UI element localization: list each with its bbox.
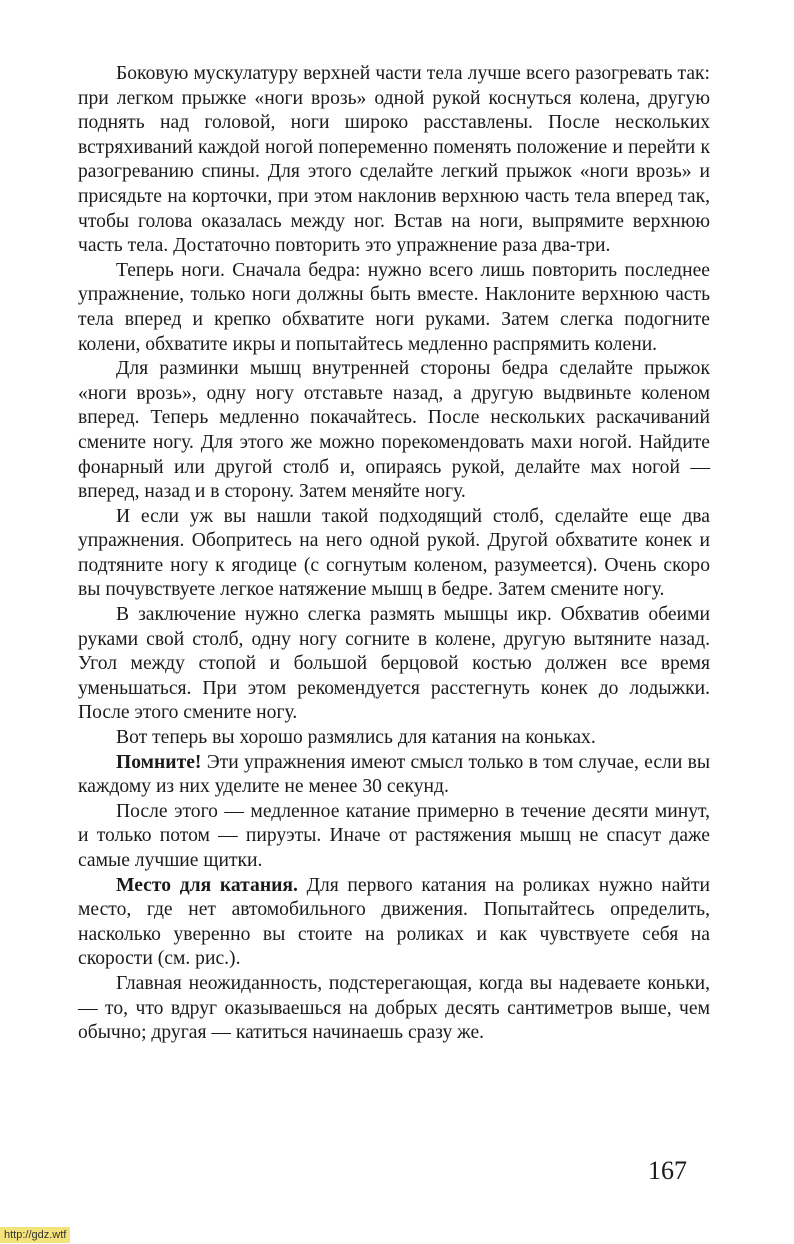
paragraph-text: Теперь ноги. Сначала бедра: нужно всего лишь повторить последнее упражнение, только ноги должны быть вместе. Наклоните верхнюю часть тела вперед и крепко обхватите ноги руками. Затем слегка подогните колени, обхватите икры и попытайтесь медленно распрямить колени. <box>78 259 710 355</box>
paragraph-lead-bold: Помните! <box>116 751 202 773</box>
paragraph <box>78 62 710 259</box>
paragraph-text: Для разминки мышц внутренней стороны бедра сделайте прыжок «ноги врозь», одну ногу отставьте назад, а другую выдвиньте коленом вперед. Теперь медленно покачайтесь. После нескольких раскачиваний смените ногу. Для этого же можно порекомендовать махи ногой. Найдите фонарный или другой столб и, опираясь рукой, делайте мах ногой — вперед, назад и в сторону. Затем меняйте ногу. <box>78 358 710 503</box>
paragraph-text: Главная неожиданность, подстерегающая, когда вы надеваете коньки, — то, что вдруг оказываешься на добрых десять сантиметров выше, чем обычно; другая — катиться начинаешь сразу же. <box>78 972 710 1044</box>
page-body <box>78 62 710 1046</box>
paragraph-text: Эти упражнения имеют смысл только в том случае, если вы каждому из них уделите не менее 30 секунд. <box>78 751 710 798</box>
paragraph <box>78 972 710 1046</box>
source-link[interactable]: http://gdz.wtf <box>0 1227 70 1243</box>
paragraph <box>78 505 710 603</box>
paragraph <box>78 259 710 357</box>
page-number: 167 <box>648 1156 687 1185</box>
paragraph <box>78 357 710 505</box>
paragraph-text: После этого — медленное катание примерно в течение десяти минут, и только потом — пируэты. Иначе от растяжения мышц не спасут даже самые лучшие щитки. <box>78 800 710 871</box>
paragraph-text: Вот теперь вы хорошо размялись для катания на коньках. <box>116 727 596 749</box>
paragraph-text: В заключение нужно слегка размять мышцы икр. Обхватив обеими руками свой столб, одну ногу согните в колене, другую вытяните назад. Угол между стопой и большой берцовой костью должен все время уменьшаться. При этом рекомендуется расстегнуть конек до лодыжки. После этого смените ногу. <box>78 604 710 724</box>
paragraph-text: Боковую мускулатуру верхней части тела лучше всего разогревать так: при легком прыжке «ноги врозь» одной рукой коснуться колена, другую поднять над головой, ноги широко расставлены. После нескольких встряхиваний каждой ногой попеременно поменять положение и перейти к разогреванию спины. Для этого сделайте легкий прыжок «ноги врозь» и присядьте на корточки, при этом наклонив верхнюю часть тела вперед так, чтобы голова оказалась между ног. Встав на ноги, выпрямите верхнюю часть тела. Достаточно повторить это упражнение раза два-три. <box>78 63 710 257</box>
paragraph-text: Для первого катания на роликах нужно найти место, где нет автомобильного движения. Попытайтесь определить, насколько уверенно вы стоите на роликах и как чувствуете себя на скорости (см. рис.). <box>78 874 711 970</box>
paragraph <box>78 751 710 800</box>
paragraph <box>78 726 710 751</box>
paragraph <box>78 603 710 726</box>
paragraph-lead-bold: Место для катания. <box>116 874 298 896</box>
paragraph-text: И если уж вы нашли такой подходящий столб, сделайте еще два упражнения. Обопритесь на него одной рукой. Другой обхватите конек и подтяните ногу к ягодице (с согнутым коленом, разумеется). Очень скоро вы почувствуете легкое натяжение мышц в бедре. Затем смените ногу. <box>78 505 710 601</box>
paragraph <box>78 874 710 972</box>
paragraph <box>78 800 710 874</box>
